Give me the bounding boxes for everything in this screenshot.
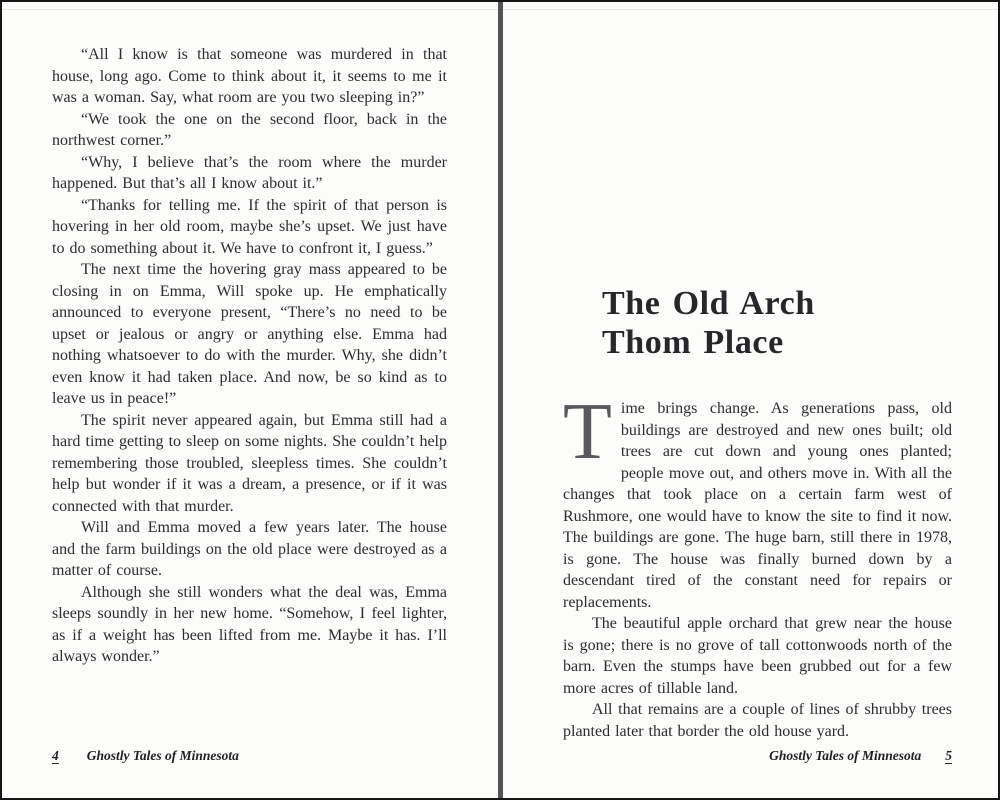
left-page — [2, 2, 498, 798]
paragraph: “We took the one on the second floor, back in the northwest corner.” — [52, 110, 447, 149]
chapter-title — [602, 284, 968, 362]
page-number: 4 — [52, 747, 59, 763]
running-title: Ghostly Tales of Minnesota — [86, 747, 239, 763]
drop-cap: T — [563, 388, 612, 476]
left-page-text-block — [52, 44, 447, 668]
right-page — [503, 2, 998, 798]
paragraph: “Why, I believe that’s the room where the murder happened. But that’s all I know about it.” — [52, 153, 447, 192]
paragraph: Although she still wonders what the deal was, Emma sleeps soundly in her new home. “Somehow, I feel lighter, as if a weight has been lifted from me. Maybe it has. I’ll always wonder.” — [52, 583, 447, 665]
chapter-title-line: The Old Arch — [602, 285, 815, 322]
paragraph: The beautiful apple orchard that grew near the house is gone; there is no grove of tall cottonwoods north of the barn. Even the stumps have been grubbed out for a few more acres of tillable land. — [563, 615, 952, 697]
chapter-title-line: Thom Place — [602, 324, 784, 361]
paragraph: Will and Emma moved a few years later. The house and the farm buildings on the old place were destroyed as a matter of course. — [52, 519, 447, 579]
paragraph: “All I know is that someone was murdered in that house, long ago. Come to think about it, it seems to me it was a woman. Say, what room are you two sleeping in?” — [52, 46, 447, 106]
running-title: Ghostly Tales of Minnesota — [769, 747, 922, 763]
right-page-footer — [769, 748, 952, 765]
right-page-text-block — [563, 388, 952, 742]
paragraph: The next time the hovering gray mass appeared to be closing in on Emma, Will spoke up. He emphatically announced to everyone present, “There’s no need to be upset or jealous or angry or anything else. Emma had nothing whatsoever to do with the murder. Why, she didn’t even know it had taken place. And now, be so kind as to leave us in peace!” — [52, 261, 447, 407]
paragraph: All that remains are a couple of lines of shrubby trees planted later that border the old house yard. — [563, 701, 952, 740]
paragraph: “Thanks for telling me. If the spirit of that person is hovering in her old room, maybe she’s upset. We just have to do something about it. We have to confront it, I guess.” — [52, 196, 447, 257]
paragraph: The spirit never appeared again, but Emma still had a hard time getting to sleep on some nights. She couldn’t help remembering those troubled, sleepless times. She couldn’t help but wonder if it was a dream, a presence, or if it was connected with that murder. — [52, 411, 447, 515]
left-page-footer — [52, 748, 239, 765]
page-number: 5 — [945, 747, 952, 763]
opening-paragraph — [563, 388, 952, 613]
opening-paragraph-text: ime brings change. As generations pass, old buildings are destroyed and new ones built; old trees are cut down and young ones planted; people move out, and others move in. With all the changes that took place on a certain farm west of Rushmore, one would have to know the site to find it now. The buildings are gone. The huge barn, still there in 1978, is gone. The house was finally burned down by a descendant tired of the constant need for repairs or replacements. — [563, 400, 952, 611]
